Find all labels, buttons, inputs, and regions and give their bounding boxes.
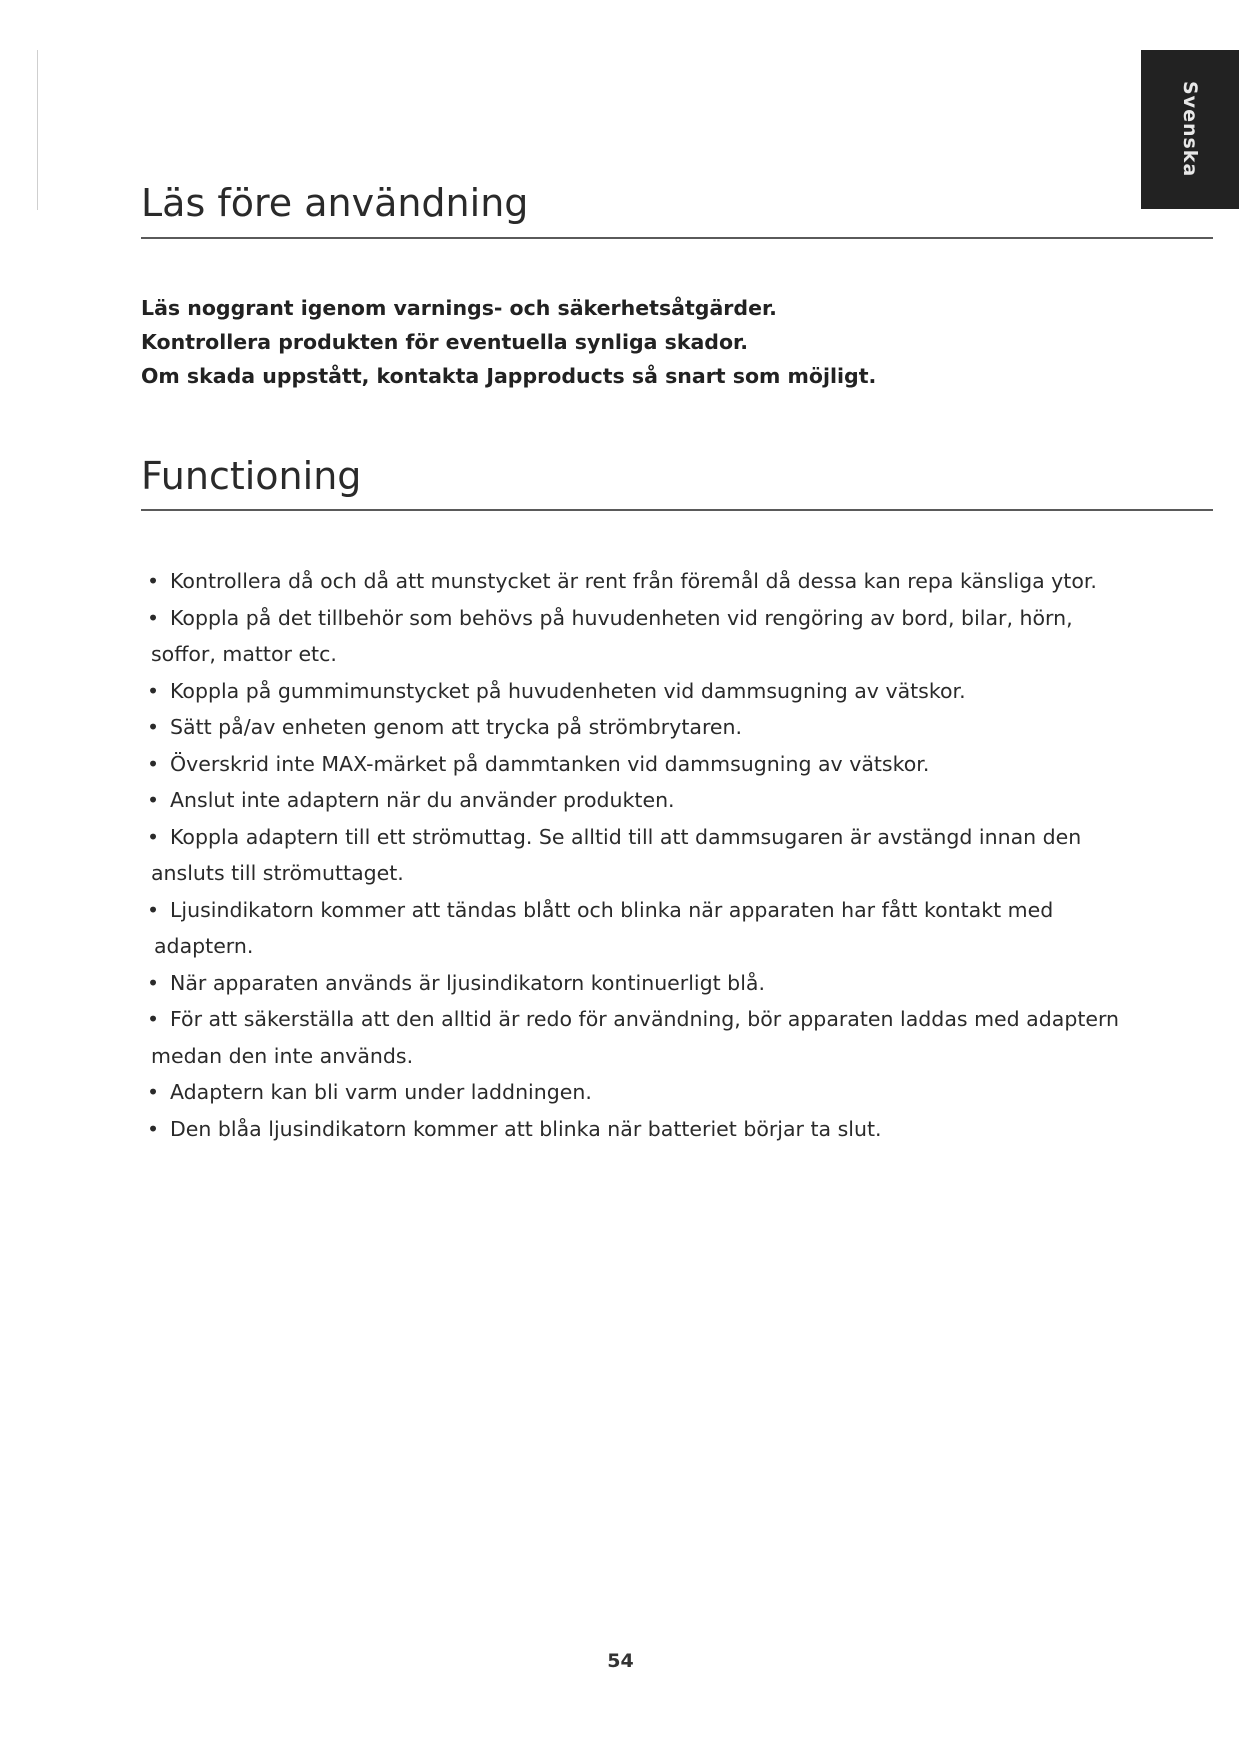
list-item <box>141 563 1141 600</box>
list-item <box>141 673 1141 710</box>
section-heading-read-before-use: Läs före användning <box>141 181 529 225</box>
safety-intro <box>141 291 1141 393</box>
intro-line: Kontrollera produkten för eventuella synliga skador. <box>141 330 749 354</box>
list-item-continuation: adaptern. <box>154 934 254 958</box>
bullet-icon: • <box>147 678 160 703</box>
list-item <box>141 1074 1141 1111</box>
list-item-text: Kontrollera då och då att munstycket är rent från föremål då dessa kan repa känsliga ytor. <box>170 569 1097 593</box>
list-item <box>141 600 1141 673</box>
intro-line: Läs noggrant igenom varnings- och säkerhetsåtgärder. <box>141 296 777 320</box>
bullet-icon: • <box>147 1007 160 1031</box>
bullet-icon: • <box>147 605 160 630</box>
section-heading-functioning: Functioning <box>141 454 362 498</box>
bullet-icon: • <box>147 715 160 739</box>
list-item <box>141 1001 1141 1074</box>
functioning-list <box>141 563 1141 1147</box>
list-item-text: Koppla på det tillbehör som behövs på huvudenheten vid rengöring av bord, bilar, hörn, <box>170 605 1073 630</box>
list-item <box>141 892 1141 965</box>
bullet-icon: • <box>147 897 160 922</box>
list-item <box>141 819 1141 892</box>
list-item-text: När apparaten används är ljusindikatorn kontinuerligt blå. <box>170 970 765 995</box>
list-item-text: Sätt på/av enheten genom att trycka på strömbrytaren. <box>170 715 743 739</box>
list-item-text: Anslut inte adaptern när du använder produkten. <box>170 788 675 812</box>
heading-divider <box>141 237 1213 239</box>
list-item-text: Den blåa ljusindikatorn kommer att blinka när batteriet börjar ta slut. <box>170 1116 882 1141</box>
list-item-text: Överskrid inte MAX-märket på dammtanken vid dammsugning av vätskor. <box>170 751 930 776</box>
language-tab <box>1141 50 1239 209</box>
margin-rule <box>37 50 38 210</box>
list-item <box>141 709 1141 746</box>
bullet-icon: • <box>147 1080 160 1104</box>
page-number: 54 <box>607 1650 634 1672</box>
bullet-icon: • <box>147 1116 160 1141</box>
list-item-continuation: soffor, mattor etc. <box>151 642 337 666</box>
list-item-continuation: ansluts till strömuttaget. <box>151 861 404 885</box>
bullet-icon: • <box>147 569 160 593</box>
bullet-icon: • <box>147 788 160 812</box>
list-item-text: Koppla adaptern till ett strömuttag. Se alltid till att dammsugaren är avstängd innan den <box>170 824 1082 849</box>
list-item-continuation: medan den inte används. <box>151 1043 414 1068</box>
list-item-text: För att säkerställa att den alltid är redo för användning, bör apparaten laddas med adaptern <box>170 1007 1120 1031</box>
list-item-text: Adaptern kan bli varm under laddningen. <box>170 1080 592 1104</box>
list-item-text: Ljusindikatorn kommer att tändas blått och blinka när apparaten har fått kontakt med <box>170 897 1054 922</box>
list-item <box>141 746 1141 783</box>
intro-line: Om skada uppstått, kontakta Japproducts så snart som möjligt. <box>141 364 877 388</box>
heading-divider <box>141 509 1213 511</box>
bullet-icon: • <box>147 970 160 995</box>
language-tab-label: Svenska <box>1179 81 1201 178</box>
list-item <box>141 1111 1141 1148</box>
list-item <box>141 965 1141 1002</box>
list-item-text: Koppla på gummimunstycket på huvudenheten vid dammsugning av vätskor. <box>170 678 966 703</box>
bullet-icon: • <box>147 751 160 776</box>
bullet-icon: • <box>147 824 160 849</box>
list-item <box>141 782 1141 819</box>
